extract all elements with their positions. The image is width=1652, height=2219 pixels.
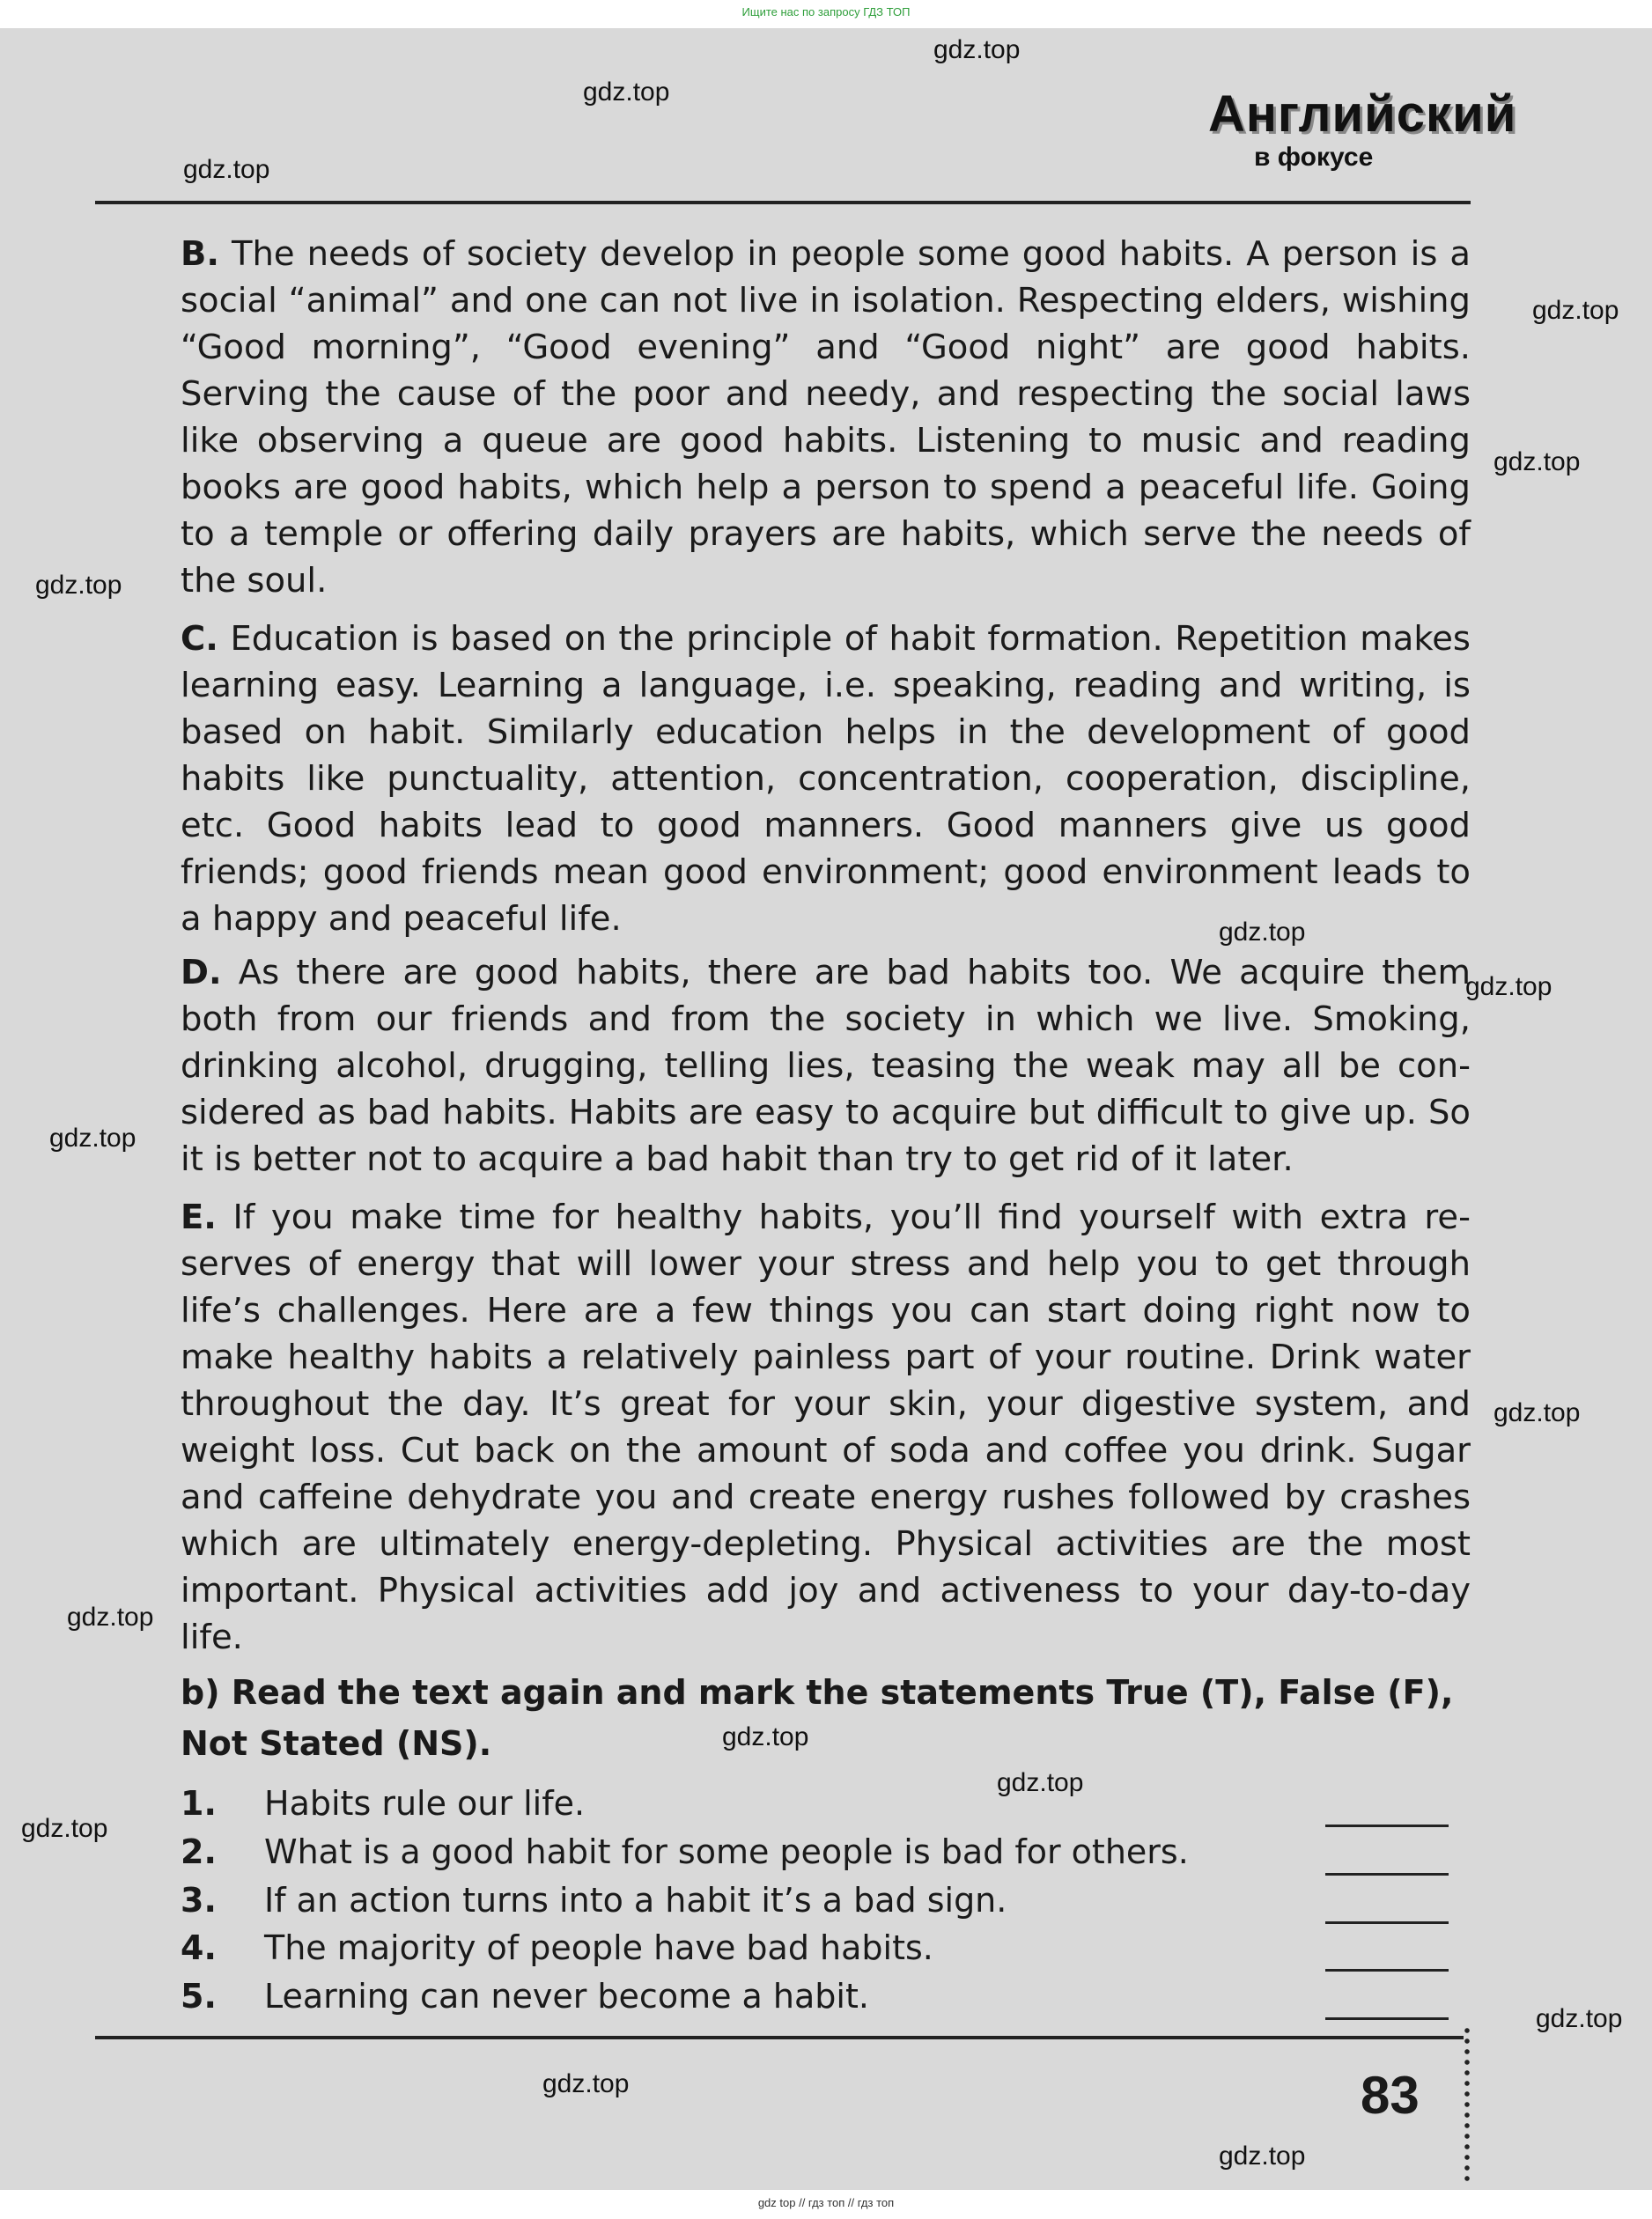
answer-blank[interactable] bbox=[1325, 1969, 1449, 1972]
paragraph-text: If you make time for healthy habits, you’ll find yourself with extra reserves of energy that will lower your stress and help you to get through life’s challenges. Here are a few things you can start doing right now to make healthy habits a relatively painless part of your routine. Drink water throughout the day. It’s great for your skin, your digestive system, and weight loss. Cut back on the amount of soda and coffee you drink. Sugar and caffeine dehydrate you and create energy rushes followed by crashes which are ultimately energy-depleting. Physical activities are the most important. Physical activities add joy and activeness to your day-to-day life. bbox=[181, 1198, 1471, 1657]
paragraph-letter: B. bbox=[181, 234, 219, 274]
watermark: gdz.top bbox=[67, 1603, 154, 1632]
top-divider bbox=[95, 201, 1471, 204]
logo-title: Английский bbox=[1208, 85, 1517, 143]
statement-number: 3. bbox=[181, 1881, 217, 1920]
answer-blank[interactable] bbox=[1325, 1825, 1449, 1827]
statement-item bbox=[181, 1832, 1449, 1876]
statement-item bbox=[181, 1977, 1449, 2021]
statement-text: If an action turns into a habit it’s a bad sign. bbox=[264, 1881, 1007, 1920]
statement-number: 1. bbox=[181, 1784, 217, 1823]
bottom-divider bbox=[95, 2036, 1464, 2039]
statement-number: 2. bbox=[181, 1832, 217, 1871]
bottom-site-links[interactable]: gdz top // гдз топ // гдз топ bbox=[757, 2196, 895, 2209]
statement-number: 5. bbox=[181, 1977, 217, 2016]
textbook-logo bbox=[1208, 85, 1517, 181]
logo-subtitle: в фокусе bbox=[1254, 143, 1374, 172]
paragraph-text: The needs of society develop in people some good habits. A person is a social “animal” and one can not live in isolation. Respecting elders, wishing “Good morning”, “Good evening” and “Good night” are good habits. Serving the cause of the poor and needy, and respecting the social laws like observing a queue are good habits. Listening to music and reading books are good habits, which help a person to spend a peaceful life. Going to a temple or offering daily prayers are habits, which serve the needs of the soul. bbox=[181, 234, 1471, 601]
watermark: gdz.top bbox=[1493, 447, 1581, 476]
watermark: gdz.top bbox=[542, 2069, 630, 2098]
statement-text: Habits rule our life. bbox=[264, 1784, 586, 1823]
page-number: 83 bbox=[1361, 2066, 1420, 2125]
statement-item bbox=[181, 1881, 1449, 1925]
task-instruction: b) Read the text again and mark the statements True (T), False (F), Not Stated (NS). bbox=[181, 1673, 1454, 1763]
dotted-edge bbox=[1464, 2025, 1471, 2184]
watermark: gdz.top bbox=[35, 571, 122, 600]
statement-item bbox=[181, 1928, 1449, 1972]
top-search-hint[interactable]: Ищите нас по запросу ГДЗ ТОП bbox=[741, 5, 911, 18]
paragraph-d bbox=[181, 949, 1471, 1183]
answer-blank[interactable] bbox=[1325, 1873, 1449, 1876]
watermark: gdz.top bbox=[583, 77, 670, 107]
statement-text: Learning can never become a habit. bbox=[264, 1977, 869, 2016]
watermark: gdz.top bbox=[21, 1814, 108, 1843]
watermark: gdz.top bbox=[1465, 972, 1552, 1001]
watermark: gdz.top bbox=[933, 35, 1021, 64]
watermark: gdz.top bbox=[1219, 2142, 1306, 2171]
watermark: gdz.top bbox=[1219, 918, 1306, 947]
paragraph-e bbox=[181, 1194, 1471, 1661]
watermark: gdz.top bbox=[722, 1722, 809, 1751]
watermark: gdz.top bbox=[1493, 1398, 1581, 1427]
watermark: gdz.top bbox=[1532, 296, 1619, 325]
statement-text: The majority of people have bad habits. bbox=[264, 1928, 933, 1967]
statement-item bbox=[181, 1784, 1449, 1828]
answer-blank[interactable] bbox=[1325, 1921, 1449, 1924]
watermark: gdz.top bbox=[183, 155, 270, 184]
watermark: gdz.top bbox=[49, 1124, 136, 1153]
watermark: gdz.top bbox=[997, 1768, 1084, 1797]
paragraph-b bbox=[181, 231, 1471, 604]
statement-number: 4. bbox=[181, 1928, 217, 1967]
paragraph-letter: C. bbox=[181, 619, 218, 659]
statement-text: What is a good habit for some people is bad for others. bbox=[264, 1832, 1189, 1871]
paragraph-c bbox=[181, 616, 1471, 942]
paragraph-letter: D. bbox=[181, 953, 222, 992]
answer-blank[interactable] bbox=[1325, 2017, 1449, 2020]
watermark: gdz.top bbox=[1536, 2004, 1623, 2033]
paragraph-text: As there are good habits, there are bad habits too. We acquire them both from our friends and from the society in which we live. Smoking, drinking alcohol, drugging, telling lies, teasing the weak may all be considered as bad habits. Habits are easy to acquire but difficult to give up. So it is better not to acquire a bad habit than try to get rid of it later. bbox=[181, 953, 1471, 1179]
paragraph-letter: E. bbox=[181, 1198, 217, 1237]
paragraph-text: Education is based on the principle of habit formation. Repetition makes learning easy. Learning a language, i.e. speaking, reading and writing, is based on habit. Similarly education helps in the development of good habits like punctuality, attention, concentration, cooperation, discipline, etc. Good habits lead to good manners. Good manners give us good friends; good friends mean good environment; good environment leads to a happy and peaceful life. bbox=[181, 619, 1471, 939]
